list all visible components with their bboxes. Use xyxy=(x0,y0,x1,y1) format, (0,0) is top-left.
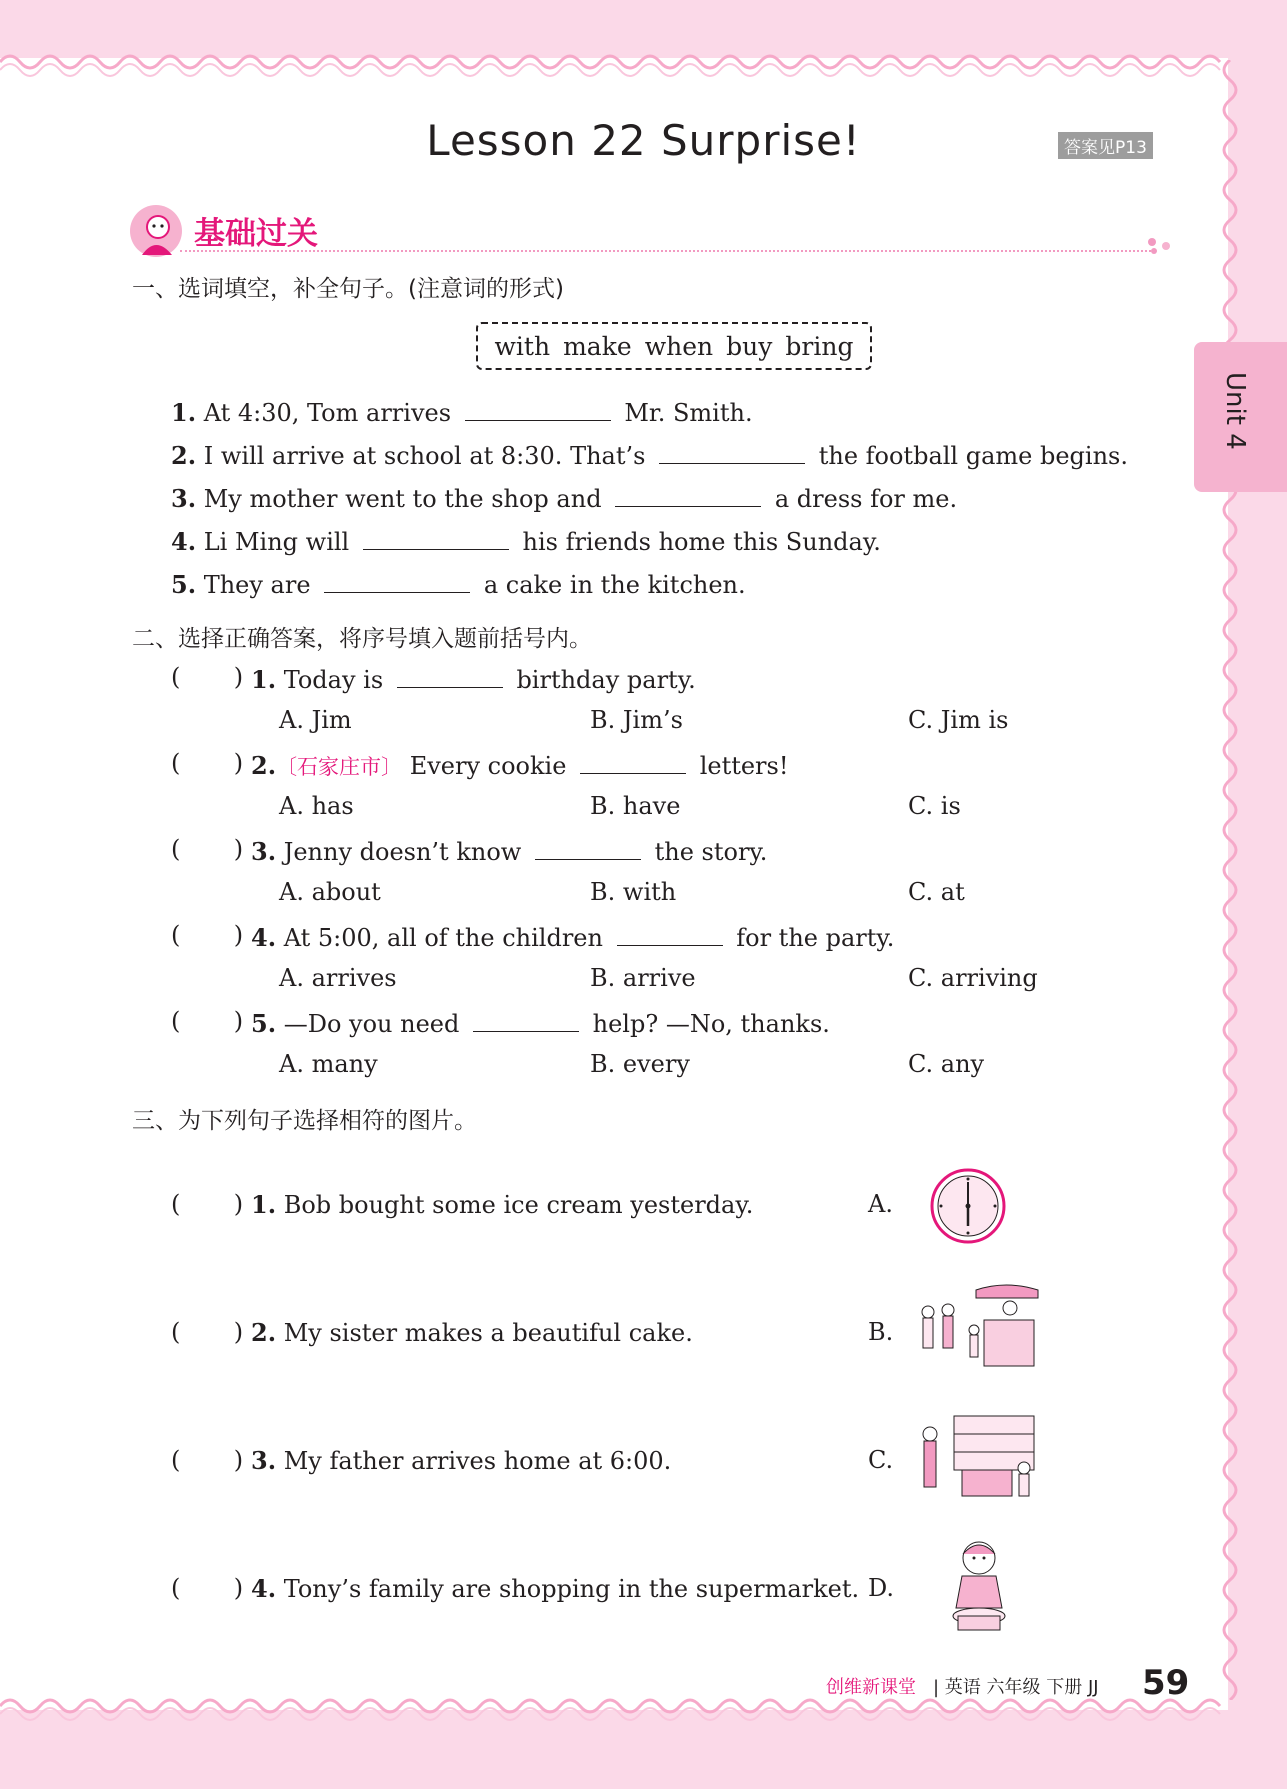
answer-parenthesis[interactable]: ( ) xyxy=(171,921,244,949)
answer-blank xyxy=(580,749,686,774)
lesson-title: Lesson 22 Surprise! xyxy=(426,116,861,165)
option-c: C. at xyxy=(908,878,965,906)
question-text-before: They are xyxy=(203,571,311,599)
question-text-after: a cake in the kitchen. xyxy=(483,571,746,599)
part3-question xyxy=(251,1574,859,1603)
question-text: My sister makes a beautiful cake. xyxy=(283,1319,693,1347)
word-bank xyxy=(476,322,872,370)
answer-blank xyxy=(473,1007,579,1032)
teacher-avatar-icon xyxy=(128,203,184,259)
picture-letter: B. xyxy=(868,1318,894,1346)
part1-heading: 一、选词填空，补全句子。(注意词的形式) xyxy=(132,276,564,302)
question-number: 1. xyxy=(251,665,277,694)
part1-question xyxy=(171,396,753,427)
answer-parenthesis[interactable]: ( ) xyxy=(171,835,244,863)
part3-heading: 三、为下列句子选择相符的图片。 xyxy=(132,1108,477,1134)
top-wave-border xyxy=(0,42,1287,82)
question-text-before: —Do you need xyxy=(283,1010,460,1038)
question-text-after: for the party. xyxy=(736,924,895,952)
question-number: 2. xyxy=(251,751,277,780)
region-tag: 〔石家庄市〕 xyxy=(276,755,403,779)
unit-tab xyxy=(1194,342,1287,492)
clock-picture xyxy=(930,1168,1006,1244)
question-text-before: My mother went to the shop and xyxy=(203,485,602,513)
part3-question xyxy=(251,1446,671,1475)
option-c: C. any xyxy=(908,1050,985,1078)
question-number: 1. xyxy=(171,398,197,427)
question-text: My father arrives home at 6:00. xyxy=(283,1447,672,1475)
answer-parenthesis[interactable]: ( ) xyxy=(171,1190,244,1218)
part2-question xyxy=(251,835,767,866)
part2-heading: 二、选择正确答案，将序号填入题前括号内。 xyxy=(132,626,592,652)
answer-blank[interactable] xyxy=(465,396,611,421)
answer-reference-badge: 答案见P13 xyxy=(1058,132,1153,159)
option-b: B. with xyxy=(590,878,677,906)
option-a: A. has xyxy=(279,792,354,820)
part3-question xyxy=(251,1190,753,1219)
section-title: 基础过关 xyxy=(194,216,318,252)
question-text-after: the story. xyxy=(654,838,768,866)
answer-blank[interactable] xyxy=(615,482,761,507)
question-number: 4. xyxy=(251,923,277,952)
part1-question xyxy=(171,525,881,556)
part2-question xyxy=(251,749,789,781)
question-text-after: his friends home this Sunday. xyxy=(522,528,881,556)
answer-blank[interactable] xyxy=(659,439,805,464)
option-b: B. Jim’s xyxy=(590,706,683,734)
option-b: B. arrive xyxy=(590,964,696,992)
part1-question xyxy=(171,482,957,513)
question-text-after: a dress for me. xyxy=(774,485,958,513)
word-bank-item: with xyxy=(494,331,551,361)
question-number: 4. xyxy=(171,527,197,556)
answer-blank xyxy=(617,921,723,946)
question-text-before: I will arrive at school at 8:30. That’s xyxy=(203,442,646,470)
question-number: 3. xyxy=(251,837,277,866)
picture-letter: C. xyxy=(868,1446,894,1474)
answer-blank[interactable] xyxy=(324,568,470,593)
answer-parenthesis[interactable]: ( ) xyxy=(171,749,244,777)
picture-letter: D. xyxy=(868,1574,895,1602)
side-wave-border xyxy=(1210,60,1250,1700)
word-bank-item: buy xyxy=(726,331,773,361)
question-text-after: help? —No, thanks. xyxy=(592,1010,830,1038)
question-number: 5. xyxy=(251,1009,277,1038)
footer-info: | 英语 六年级 下册 JJ xyxy=(933,1677,1099,1698)
question-text-before: Li Ming will xyxy=(203,528,350,556)
question-text-before: At 4:30, Tom arrives xyxy=(203,399,452,427)
option-a: A. about xyxy=(279,878,381,906)
footer-brand: 创维新课堂 xyxy=(826,1677,916,1698)
part1-question xyxy=(171,439,1128,470)
answer-blank xyxy=(397,663,503,688)
question-number: 4. xyxy=(251,1574,277,1603)
option-b: B. every xyxy=(590,1050,690,1078)
question-number: 1. xyxy=(251,1190,277,1219)
question-text-after: birthday party. xyxy=(516,666,696,694)
option-a: A. Jim xyxy=(279,706,352,734)
question-number: 2. xyxy=(171,441,197,470)
word-bank-item: when xyxy=(644,331,714,361)
part2-question xyxy=(251,663,696,694)
answer-blank[interactable] xyxy=(363,525,509,550)
option-a: A. arrives xyxy=(279,964,397,992)
answer-parenthesis[interactable]: ( ) xyxy=(171,1007,244,1035)
answer-parenthesis[interactable]: ( ) xyxy=(171,1318,244,1346)
unit-tab-label: Unit 4 xyxy=(1220,372,1250,450)
answer-parenthesis[interactable]: ( ) xyxy=(171,1446,244,1474)
answer-blank xyxy=(535,835,641,860)
picture-letter: A. xyxy=(868,1190,893,1218)
question-text: Bob bought some ice cream yesterday. xyxy=(283,1191,754,1219)
answer-parenthesis[interactable]: ( ) xyxy=(171,663,244,691)
section-divider xyxy=(180,250,1155,252)
question-number: 2. xyxy=(251,1318,277,1347)
question-text-after: letters! xyxy=(699,752,789,780)
question-number: 3. xyxy=(171,484,197,513)
girl-making-cake-picture xyxy=(934,1536,1024,1636)
word-bank-item: make xyxy=(563,331,632,361)
option-b: B. have xyxy=(590,792,681,820)
part1-question xyxy=(171,568,746,599)
part2-question xyxy=(251,1007,830,1038)
part3-question xyxy=(251,1318,693,1347)
word-bank-item: bring xyxy=(785,331,854,361)
ice-cream-shop-picture xyxy=(914,1280,1040,1370)
question-text-before: Jenny doesn’t know xyxy=(283,838,522,866)
page-number: 59 xyxy=(1142,1663,1190,1703)
option-c: C. is xyxy=(908,792,961,820)
decorative-dots-icon xyxy=(1146,236,1174,256)
option-c: C. arriving xyxy=(908,964,1038,992)
question-text: Tony’s family are shopping in the supermarket. xyxy=(283,1575,860,1603)
question-text-before: At 5:00, all of the children xyxy=(283,924,603,952)
question-text-before: Every cookie xyxy=(409,752,567,780)
question-number: 3. xyxy=(251,1446,277,1475)
option-c: C. Jim is xyxy=(908,706,1009,734)
question-text-after: Mr. Smith. xyxy=(624,399,753,427)
part2-question xyxy=(251,921,894,952)
option-a: A. many xyxy=(279,1050,378,1078)
question-text-after: the football game begins. xyxy=(818,442,1128,470)
supermarket-family-picture xyxy=(914,1412,1040,1502)
question-text-before: Today is xyxy=(283,666,384,694)
answer-parenthesis[interactable]: ( ) xyxy=(171,1574,244,1602)
question-number: 5. xyxy=(171,570,197,599)
